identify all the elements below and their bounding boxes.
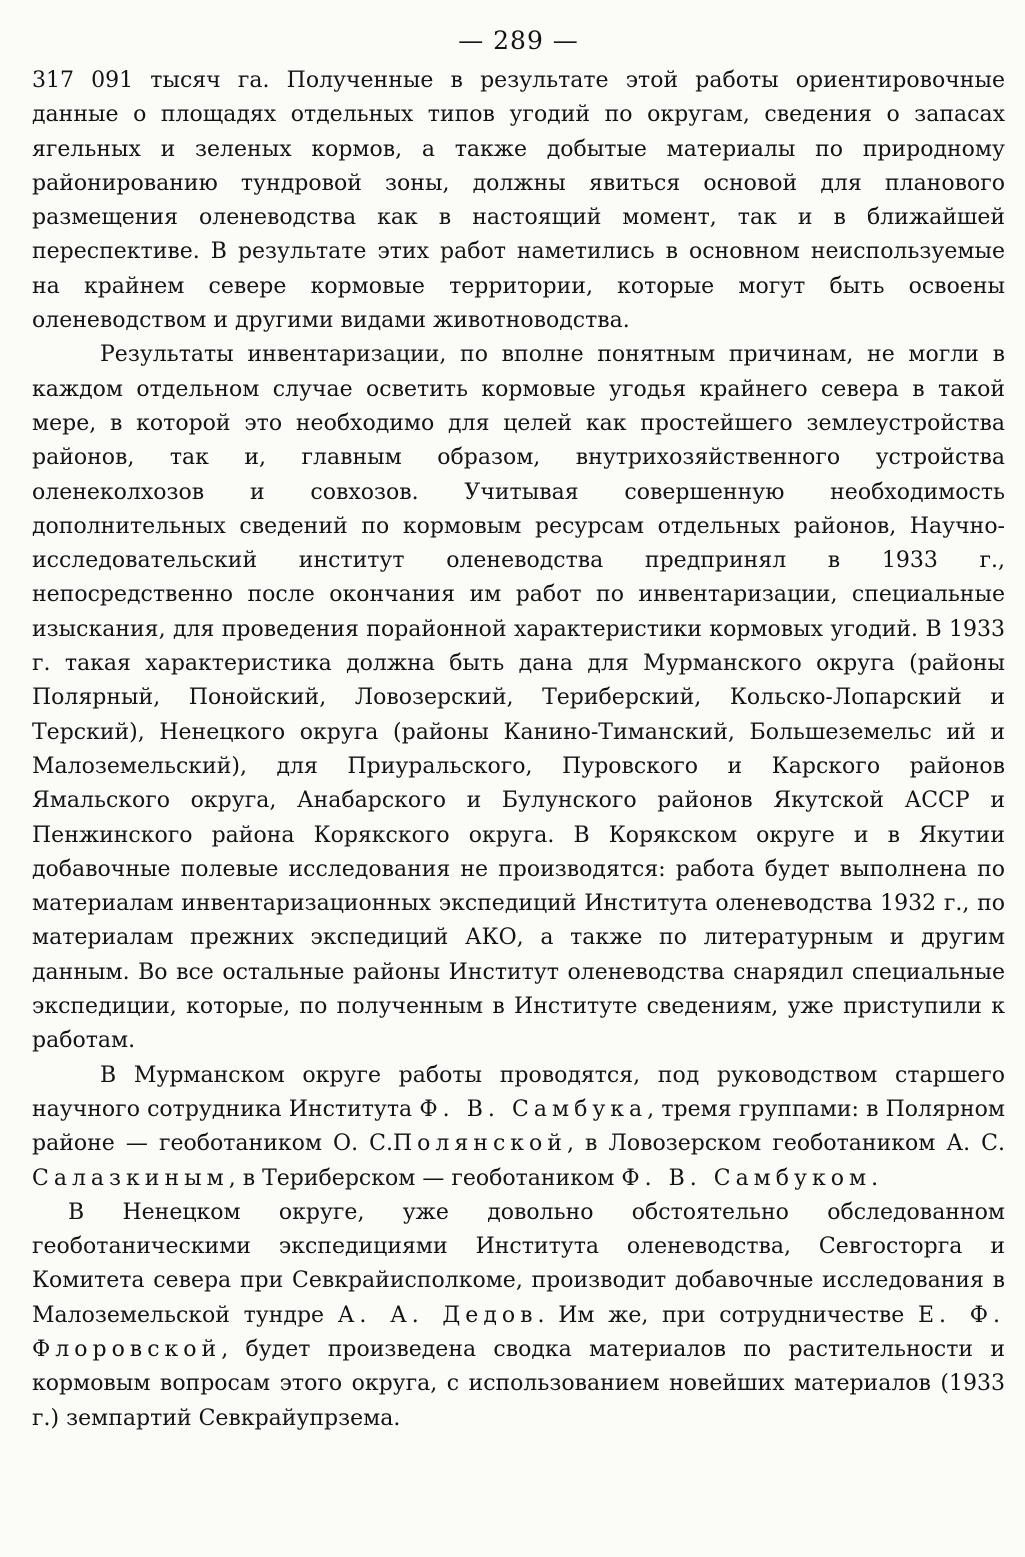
paragraph-3-text: , тремя группами: в Полярном районе — геоботаником О. С. <box>32 1096 1005 1157</box>
paragraph-4-text: , будет произведена сводка материалов по растительности и кормовым вопросам этого округа, с использованием новейших материалов (1933 г.) земпартий Севкрайупрзема. <box>32 1336 1005 1431</box>
person-name: Е. Ф. Флоровской <box>32 1302 1005 1362</box>
person-name: А. А. Дедов <box>337 1302 538 1328</box>
person-name: Ф. В. Самбука <box>419 1096 648 1122</box>
paragraph-3-text: , в Териберском — геоботаником <box>228 1165 615 1191</box>
paragraph-4-text: В Ненецком округе, уже довольно обстоятельно обследованном геоботаническими экспедициями Института оленеводства, Севгосторга и Комитета севера при Севкрайисполкоме, производит добавочные исследования в Малоземельской тундре <box>32 1199 1005 1328</box>
paragraph-3-text: . <box>871 1165 879 1191</box>
person-name: Салазкиным <box>32 1165 229 1191</box>
paragraph-4-text: . Им же, при сотрудничестве <box>537 1302 905 1328</box>
page-number: — 289 — <box>458 26 579 55</box>
paragraph-3-text: В Мурманском округе работы проводятся, под руководством старшего научного сотрудника Института <box>32 1062 1005 1122</box>
paragraph-1: 317 091 тысяч га. Полученные в результате этой работы ориентировочные данные о площадях отдельных типов угодий по округам, сведения о запасах ягельных и зеленых кормов, а также добытые материалы по природному районированию тундровой зоны, должны явиться основой для планового размещения оленеводства как в настоящий момент, так и в ближайшей переспективе. В результате этих работ наметились в основном неиспользуемые на крайнем севере кормовые территории, которые могут быть освоены оленеводством и другими видами животноводства. <box>32 68 1005 334</box>
paragraph-4 <box>32 1196 1005 1436</box>
person-name: Ф. В. Самбуком <box>621 1165 872 1191</box>
paragraph-3-text: , в Ловозерском геоботаником А. С. <box>566 1131 1005 1157</box>
person-name: Полянской <box>393 1131 567 1157</box>
paragraph-2: Результаты инвентаризации, по вполне понятным причинам, не могли в каждом отдельном случае осветить кормовые угодья крайнего севера в такой мере, в которой это необходимо для целей как простейшего землеустройства районов, так и, главным образом, внутрихозяйственного устройства оленеколхозов и совхозов. Учитывая совершенную необходимость дополнительных сведений по кормовым ресурсам отдельных районов, Научно-исследовательский институт оленеводства предпринял в 1933 г., непосредственно после окончания им работ по инвентаризации, специальные изыскания, для проведения порайонной характеристики кормовых угодий. В 1933 г. такая характеристика должна быть дана для Мурманского округа (районы Полярный, Понойский, Ловозерский, Териберский, Кольско-Лопарский и Терский), Ненецкого округа (районы Канино-Тиманский, Большеземельс ий и Малоземельский), для Приуральского, Пуровского и Карского районов Ямальского округа, Анабарского и Булунского районов Якутской АССР и Пенжинского района Корякского округа. В Корякском округе и в Якутии добавочные полевые исследования не производятся: работа будет выполнена по материалам инвентаризационных экспедиций Института оленеводства 1932 г., по материалам прежних экспедиций АКО, а также по литературным и другим данным. Во все остальные районы Институт оленеводства снарядил специальные экспедиции, которые, по полученным в Институте сведениям, уже приступили к работам. <box>32 342 1005 1054</box>
paragraph-3 <box>32 1059 1005 1196</box>
